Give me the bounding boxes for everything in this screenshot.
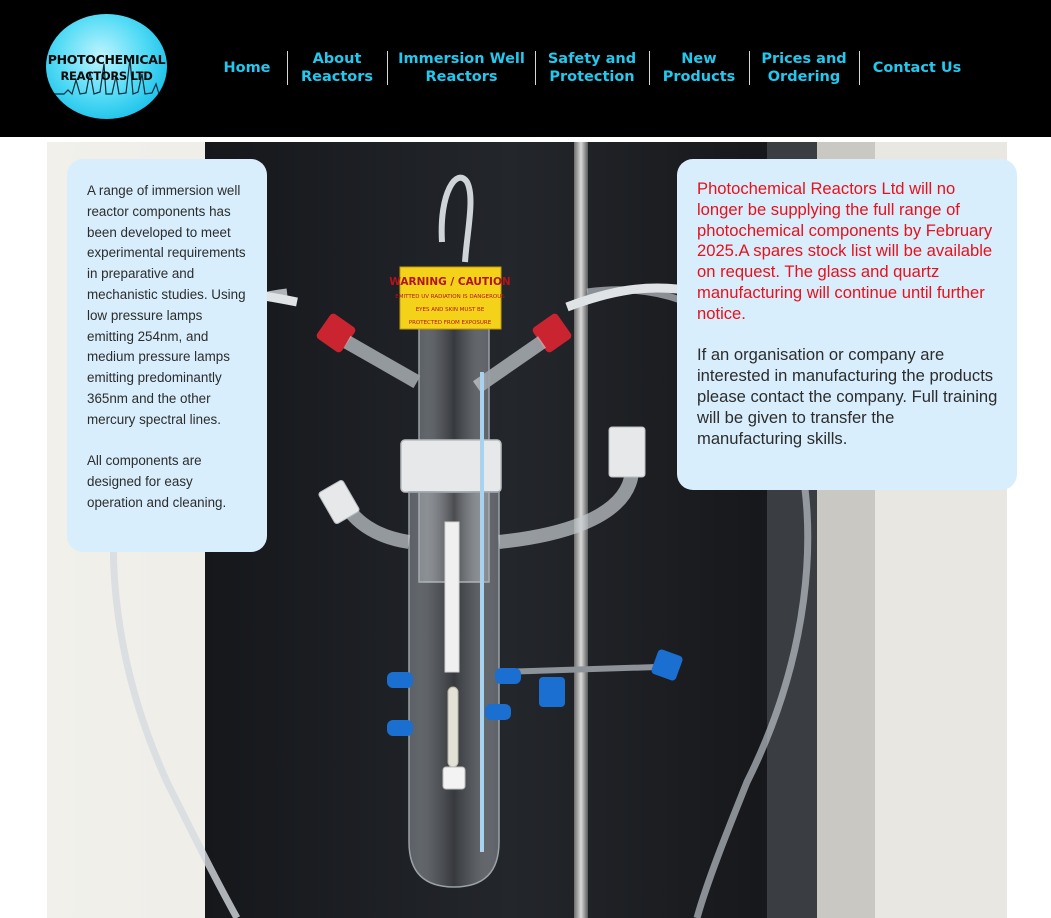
warning-label-line1: EMITTED UV RADIATION IS DANGEROUS	[395, 294, 505, 300]
nav-prices-label-2: Ordering	[767, 69, 841, 85]
manufacturing-transfer-info: If an organisation or company are interested in manufacturing the products please contact the company. Full training will be given to transfer the manufacturing skills.	[697, 345, 998, 448]
nav-divider	[859, 51, 860, 85]
nav-divider	[387, 51, 388, 85]
nav-new-products[interactable]	[654, 50, 744, 86]
discontinuation-notice: Photochemical Reactors Ltd will no longer be supplying the full range of photochemical components by February 2025.A spares stock list will be available on request. The glass and quartz manufacturing will continue until further notice.	[697, 179, 993, 323]
nav-safety-label-1: Safety and	[547, 51, 637, 67]
intro-panel	[67, 159, 267, 552]
logo-text-line2: REACTORS LTD	[60, 69, 153, 83]
nav-about-label-1: About	[312, 51, 362, 67]
nav-home-label: Home	[223, 60, 271, 76]
nav-immersion-label-2: Reactors	[425, 69, 498, 85]
intro-paragraph-1: A range of immersion well reactor components has been developed to meet experimental requirements in preparative and mechanistic studies. Using low pressure lamps emitting 254nm, and medium pressure lamps emitting predominantly 365nm and the other mercury spectral lines.	[87, 183, 246, 427]
warning-label-title: WARNING / CAUTION	[389, 276, 511, 288]
nav-contact-label: Contact Us	[872, 60, 962, 76]
nav-prices-label-1: Prices and	[761, 51, 847, 67]
site-header	[0, 0, 1051, 137]
intro-paragraph-2: All components are designed for easy operation and cleaning.	[87, 453, 227, 510]
warning-label-line2: EYES AND SKIN MUST BE	[415, 307, 485, 313]
logo-text-line1: PHOTOCHEMICAL	[47, 52, 166, 67]
notice-panel	[677, 159, 1017, 490]
nav-about-label-2: Reactors	[300, 69, 374, 85]
nav-safety-protection[interactable]	[540, 50, 644, 86]
nav-divider	[535, 51, 536, 85]
nav-new-label-2: Products	[662, 69, 736, 85]
nav-divider	[749, 51, 750, 85]
nav-home[interactable]	[212, 50, 282, 86]
nav-contact-us[interactable]	[864, 50, 970, 86]
nav-safety-label-2: Protection	[549, 69, 635, 85]
nav-divider	[287, 51, 288, 85]
nav-immersion-label-1: Immersion Well	[398, 51, 525, 67]
warning-label-line3: PROTECTED FROM EXPOSURE	[408, 320, 492, 326]
nav-immersion-well-reactors[interactable]	[392, 50, 531, 86]
company-logo[interactable]	[46, 14, 167, 119]
nav-about-reactors[interactable]	[292, 50, 382, 86]
nav-prices-ordering[interactable]	[754, 50, 854, 86]
nav-divider	[649, 51, 650, 85]
nav-new-label-1: New	[681, 51, 717, 67]
